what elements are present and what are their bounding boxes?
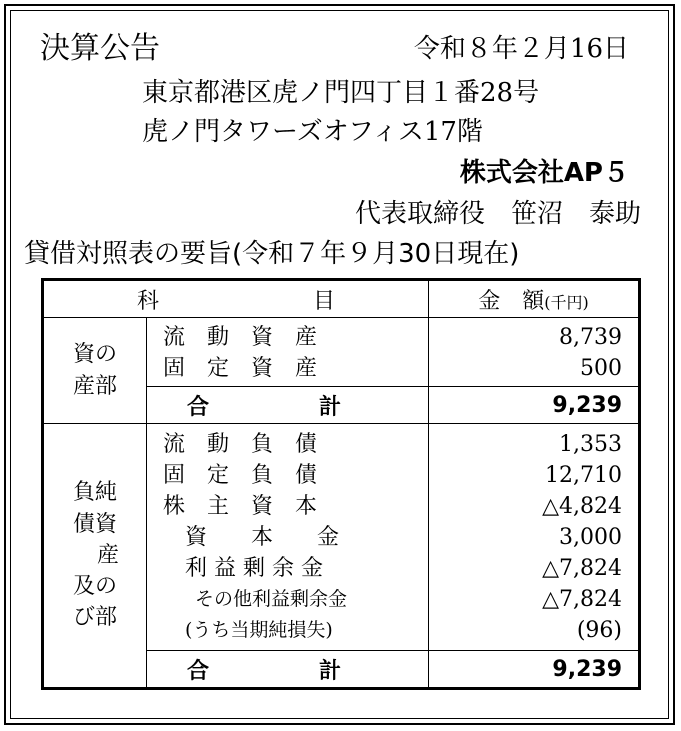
- address-line-1: 東京都港区虎ノ門四丁目１番28号: [142, 78, 540, 108]
- list-item: その他利益剰余金: [195, 588, 348, 610]
- list-item: 流 動 負 債: [163, 432, 318, 457]
- assets-amounts: [429, 318, 640, 387]
- company-name: 株式会社AP５: [459, 158, 629, 188]
- assets-total-value: 9,239: [429, 387, 640, 424]
- assets-items: [147, 318, 429, 387]
- balance-sheet-table: [41, 278, 641, 690]
- list-item: 利 益 剰 余 金: [185, 556, 323, 581]
- liabilities-total-label: 合 計: [147, 651, 429, 689]
- list-item: 株 主 資 本: [163, 494, 318, 519]
- header-unit: (千円): [544, 292, 589, 312]
- assets-label-line-2: 産部: [72, 373, 117, 399]
- liabilities-label-line-4: 及の: [72, 574, 117, 600]
- liabilities-label-line-3: 産: [96, 542, 119, 568]
- liabilities-total-value: 9,239: [429, 651, 640, 689]
- liabilities-rows: [43, 424, 640, 651]
- list-item: 固 定 資 産: [163, 356, 318, 381]
- list-item: (うち当期純損失): [185, 619, 333, 641]
- list-item: 流 動 資 産: [163, 325, 318, 350]
- list-item: 資 本 金: [185, 525, 340, 550]
- header-amount-label: 金 額: [478, 288, 545, 314]
- header-item-label: 科 目: [137, 288, 336, 314]
- amount-value: 1,353: [559, 432, 623, 457]
- notice-date: 令和８年２月16日: [413, 34, 629, 64]
- header-amount: [429, 280, 640, 318]
- liabilities-section-label: [43, 424, 147, 689]
- representative: 代表取締役 笹沼 泰助: [354, 199, 641, 229]
- amount-value: 3,000: [559, 525, 623, 550]
- liabilities-label-line-2: 債資: [72, 511, 117, 537]
- amount-value: 12,710: [545, 463, 623, 488]
- table-header-row: [43, 280, 640, 318]
- amount-value: △4,824: [542, 494, 623, 519]
- list-item: 固 定 負 債: [163, 463, 318, 488]
- balance-sheet-heading: 貸借対照表の要旨(令和７年９月30日現在): [24, 239, 520, 269]
- liabilities-items: [147, 424, 429, 651]
- amount-value: 8,739: [559, 325, 623, 350]
- assets-label-line-1: 資の: [72, 342, 117, 368]
- liabilities-amounts: [429, 424, 640, 651]
- amount-value: (96): [576, 618, 623, 643]
- assets-total-label: 合 計: [147, 387, 429, 424]
- address-line-2: 虎ノ門タワーズオフィス17階: [142, 117, 483, 147]
- liabilities-label-line-5: び部: [72, 605, 117, 631]
- amount-value: △7,824: [542, 556, 623, 581]
- assets-rows: [43, 318, 640, 387]
- amount-value: △7,824: [542, 587, 623, 612]
- header-item: [43, 280, 429, 318]
- assets-section-label: [43, 318, 147, 424]
- notice-title: 決算公告: [40, 31, 160, 66]
- liabilities-label-line-1: 負純: [72, 480, 117, 506]
- amount-value: 500: [580, 356, 623, 381]
